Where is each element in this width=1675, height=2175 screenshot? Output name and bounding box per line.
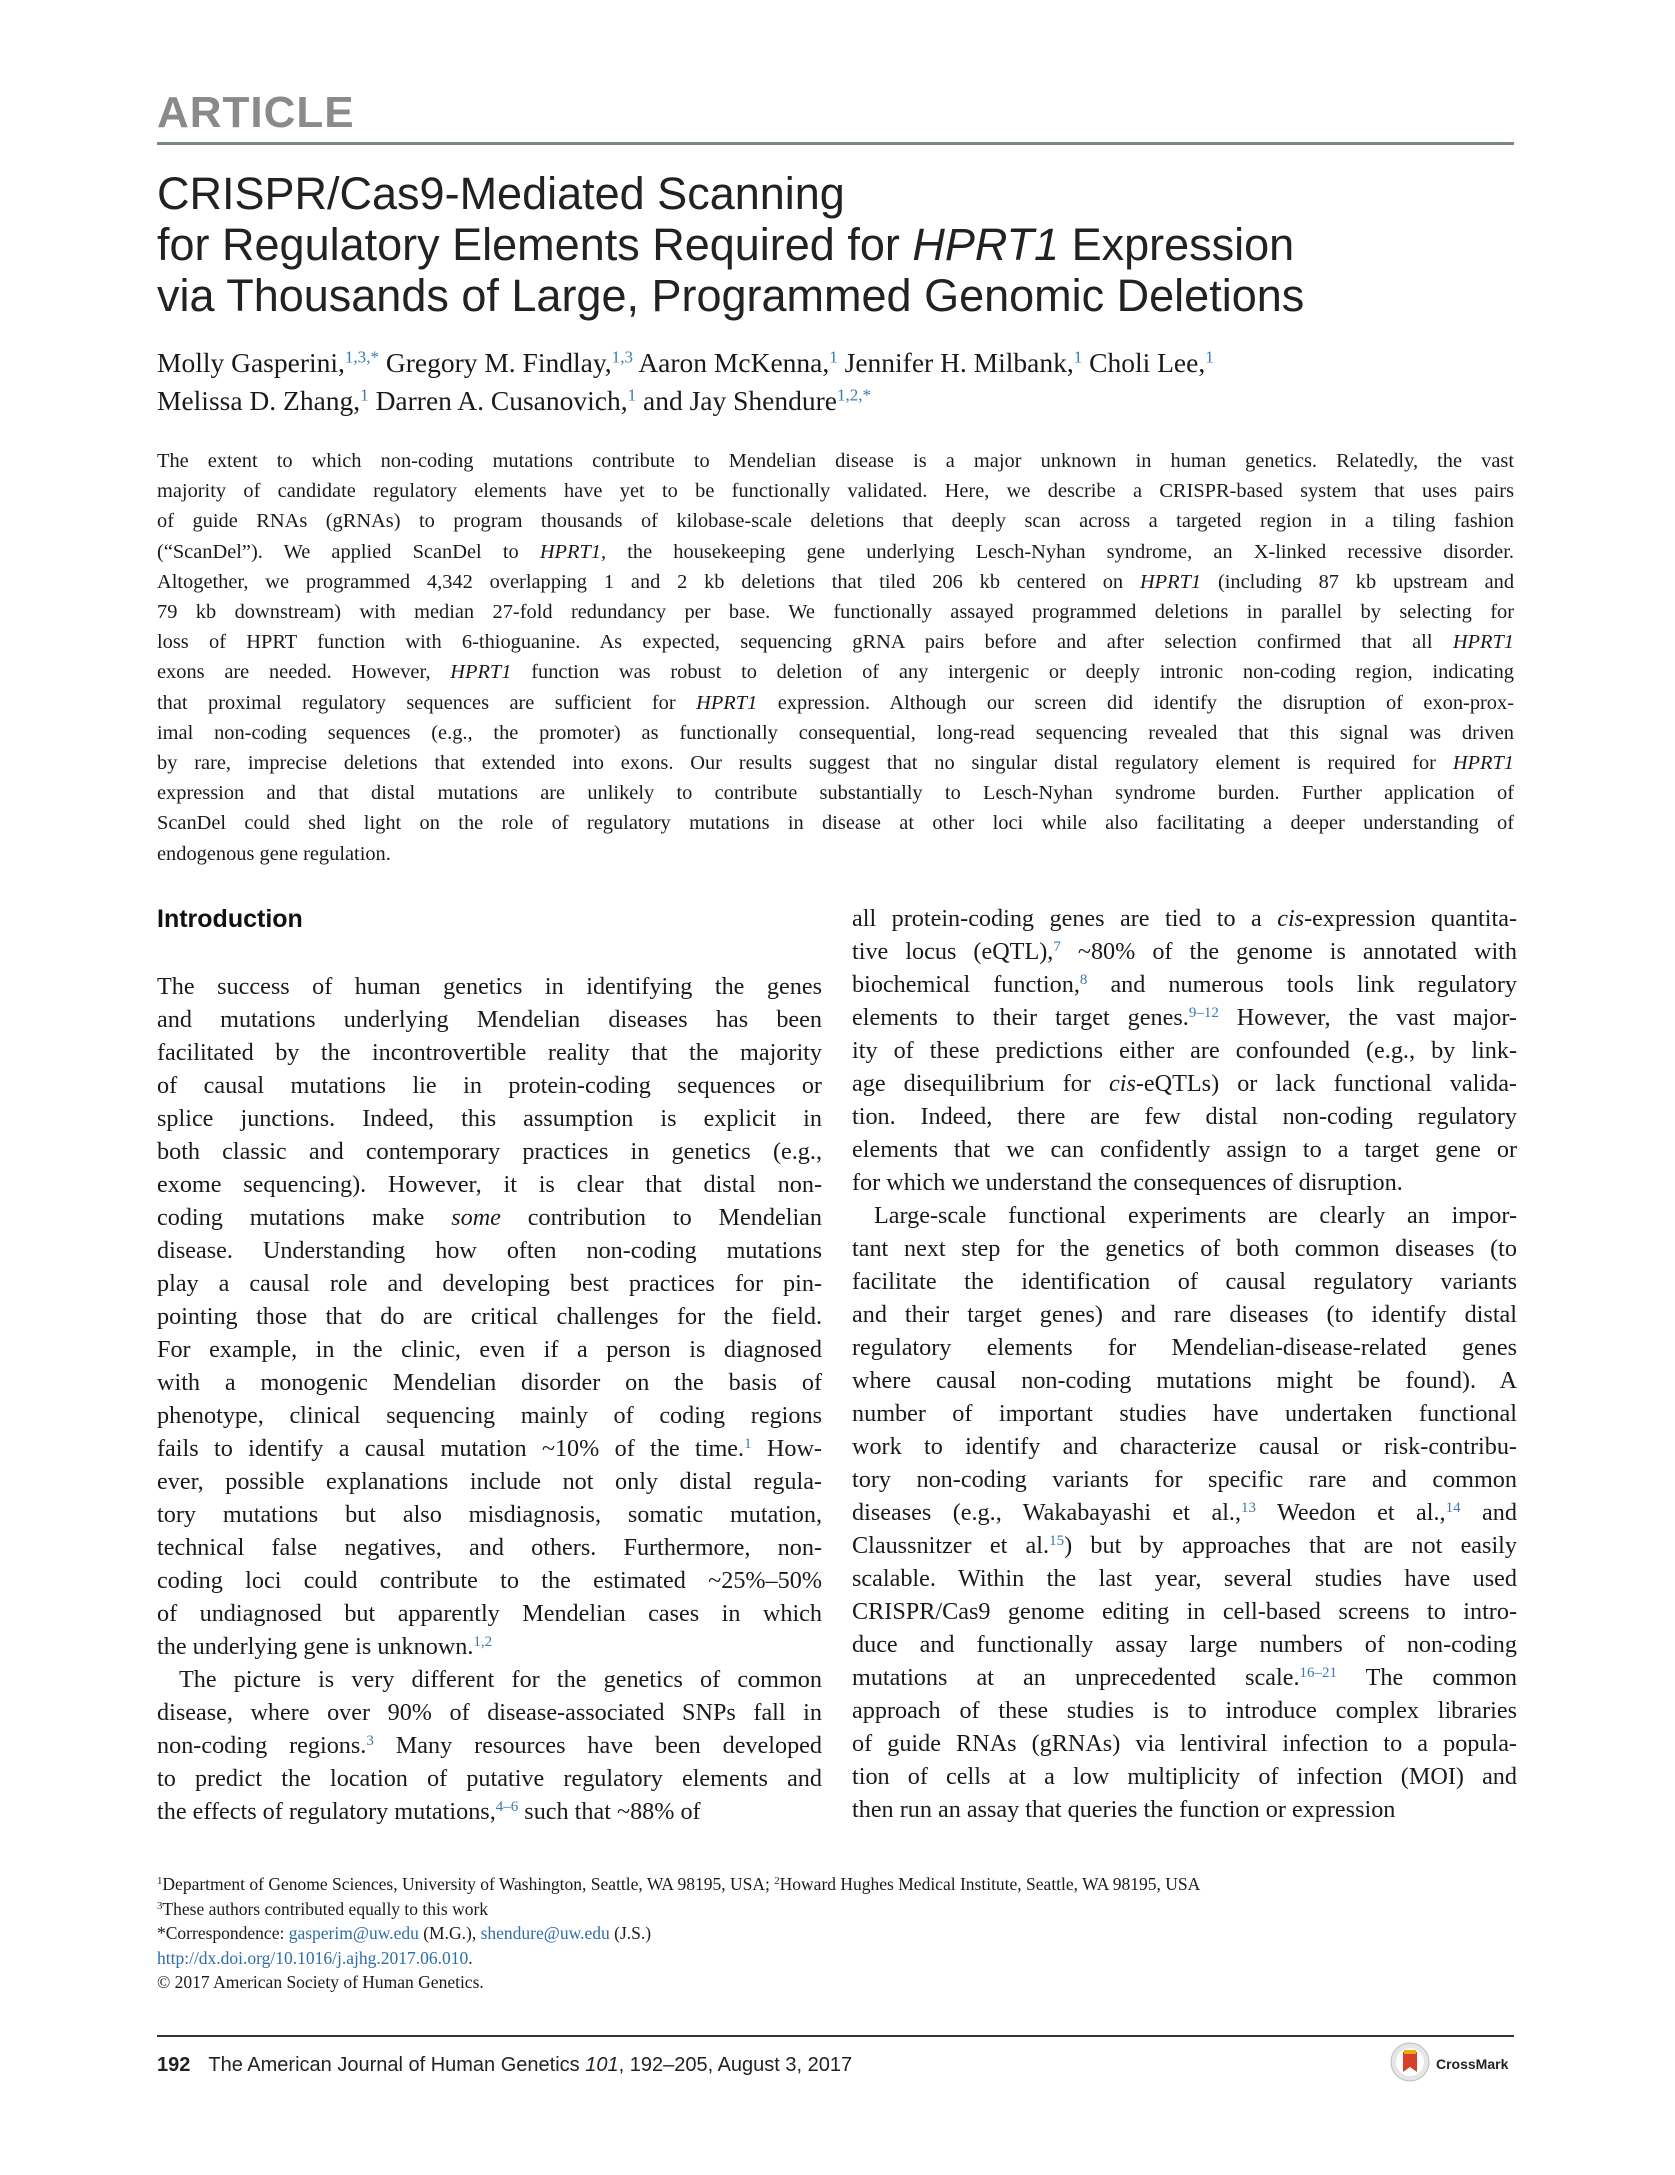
doi-note [157,1946,1517,1971]
header-rule [157,142,1514,145]
affil-sup-2: 2 [774,1875,780,1888]
text-line: The picture is very different for the genetics of common [179,1666,822,1693]
abstract-line: endogenous gene regulation. [157,842,391,865]
author-affiliation-sup: 1 [1073,347,1083,367]
author-name: Darren A. Cusanovich, [368,385,628,416]
footnotes [157,1872,1517,1995]
text-line: Large-scale functional experiments are clearly an impor- [874,1202,1517,1229]
text-line: elements that we can confidently assign to a target gene or [852,1136,1517,1163]
abstract-line: loss of HPRT function with 6-thioguanine. As expected, sequencing gRNA pairs before and after selection confirmed that all HPRT1 [157,631,1514,654]
footer-rule [157,2035,1514,2037]
text-line: duce and functionally assay large numbers of non-coding [852,1631,1517,1658]
text-line: to predict the location of putative regulatory elements and [157,1765,822,1792]
affil-sup-1: 1 [157,1875,163,1888]
author-name: Aaron McKenna, [632,347,830,378]
text-line: the underlying gene is unknown.$^{1,2}$ [157,1633,493,1660]
page-footer [157,2054,852,2077]
title-line-2-end: Expression [1059,219,1295,270]
author-affiliation-sup: 1 [627,385,637,405]
author-affiliation-sup: 1,2,* [836,385,872,405]
text-line: tion. Indeed, there are few distal non-coding regulatory [852,1103,1517,1130]
text-line: phenotype, clinical sequencing mainly of coding regions [157,1402,822,1429]
text-line: for which we understand the consequences of disruption. [852,1169,1403,1196]
text-line: facilitate the identification of causal regulatory variants [852,1268,1517,1295]
text-line: the effects of regulatory mutations,$^{4-6}$ such that ~88% of [157,1798,701,1825]
author-affiliation-sup: 1 [1205,347,1214,367]
text-line: tion of cells at a low multiplicity of infection (MOI) and [852,1763,1517,1790]
text-line: with a monogenic Mendelian disorder on the basis of [157,1369,822,1396]
text-line: splice junctions. Indeed, this assumption is explicit in [157,1105,822,1132]
equal-text: These authors contributed equally to this work [162,1898,489,1919]
abstract-line: imal non-coding sequences (e.g., the promoter) as functionally consequential, long-read sequencing revealed that this signal was driven [157,721,1514,744]
text-line: tive locus (eQTL),$^7$ ~80% of the genome is annotated with [852,938,1517,965]
text-line: tory non-coding variants for specific rare and common [852,1466,1517,1493]
crossmark-badge[interactable] [1390,2040,1520,2086]
correspondence-mid: (M.G.), [418,1923,481,1943]
text-line: age disequilibrium for cis-eQTLs) or lack functional valida- [852,1070,1517,1097]
text-line: exome sequencing). However, it is clear that distal non- [157,1171,822,1198]
text-line: of guide RNAs (gRNAs) via lentiviral infection to a popula- [852,1730,1517,1757]
abstract-line: by rare, imprecise deletions that extended into exons. Our results suggest that no singular distal regulatory element is required for HPRT1 [157,752,1514,775]
author-affiliation-sup: 1,3 [611,347,633,367]
text-line: elements to their target genes.$^{9-12}$ However, the vast major- [852,1004,1517,1031]
abstract-line: (“ScanDel”). We applied ScanDel to HPRT1, the housekeeping gene underlying Lesch-Nyhan syndrome, an X-linked recessive disorder. [157,540,1514,563]
text-line: work to identify and characterize causal or risk-contribu- [852,1433,1517,1460]
abstract-line: exons are needed. However, HPRT1 function was robust to deletion of any intergenic or deeply intronic non-coding region, indicating [157,661,1514,684]
journal-name: The American Journal of Human Genetics [208,2054,586,2076]
text-line: Claussnitzer et al.$^{15}$) but by approaches that are not easily [852,1532,1517,1559]
title-line-1: CRISPR/Cas9-Mediated Scanning [157,168,845,219]
author-name: Jennifer H. Milbank, [837,347,1074,378]
abstract-line: expression and that distal mutations are unlikely to contribute substantially to Lesch-Nyhan syndrome burden. Further application of [157,782,1514,805]
text-line: approach of these studies is to introduce complex libraries [852,1697,1517,1724]
copyright-note: © 2017 American Society of Human Genetics. [157,1972,484,1992]
page-number: 192 [157,2054,191,2076]
text-line: disease, where over 90% of disease-associated SNPs fall in [157,1699,822,1726]
text-line: coding mutations make some contribution to Mendelian [157,1204,822,1231]
text-line: play a causal role and developing best practices for pin- [157,1270,822,1297]
author-list [157,344,1517,420]
author-affiliation-sup: 1 [360,385,369,405]
author-name: Melissa D. Zhang, [157,385,361,416]
text-line: where causal non-coding mutations might be found). A [852,1367,1517,1394]
crossmark-label: CrossMark [1436,2056,1509,2072]
doi-suffix: . [468,1947,473,1968]
intro-left-column [157,970,822,1828]
article-label: ARTICLE [157,88,355,137]
text-line: technical false negatives, and others. Furthermore, non- [157,1534,822,1561]
email-link-gasperim[interactable]: gasperim@uw.edu [288,1923,419,1943]
equal-contribution-note [157,1897,1517,1922]
text-line: mutations at an unprecedented scale.$^{16-21}$ The common [852,1664,1518,1691]
journal-citation: , 192–205, August 3, 2017 [618,2054,853,2076]
abstract-line: Altogether, we programmed 4,342 overlapping 1 and 2 kb deletions that tiled 206 kb centered on HPRT1 (including 87 kb upstream and [157,570,1515,593]
author-name: and Jay Shendure [636,385,837,416]
abstract-line: majority of candidate regulatory elements have yet to be functionally validated. Here, we describe a CRISPR-based system that uses pairs [157,480,1514,503]
equal-sup: 3 [157,1899,163,1912]
text-line: ever, possible explanations include not only distal regula- [157,1468,822,1495]
author-affiliation-sup: 1 [829,347,838,367]
doi-link[interactable]: http://dx.doi.org/10.1016/j.ajhg.2017.06.010 [157,1947,469,1968]
correspondence-note [157,1921,1517,1946]
email-link-shendure[interactable]: shendure@uw.edu [480,1923,610,1943]
author-affiliation-sup: 1,3,* [344,347,379,367]
title-line-2 [157,219,1517,270]
abstract-line: that proximal regulatory sequences are sufficient for HPRT1 expression. Although our screen did identify the disruption of exon-prox- [157,691,1514,714]
abstract-line: 79 kb downstream) with median 27-fold redundancy per base. We functionally assayed programmed deletions in parallel by selecting for [157,601,1514,624]
abstract-line: The extent to which non-coding mutations contribute to Mendelian disease is a major unknown in human genetics. Relatedly, the vast [157,450,1514,472]
text-line: all protein-coding genes are tied to a cis-expression quantita- [852,905,1518,932]
text-line: scalable. Within the last year, several studies have used [852,1565,1517,1592]
title-line-3: via Thousands of Large, Programmed Genomic Deletions [157,270,1305,321]
affiliations-note [157,1872,1517,1897]
intro-right-column [852,902,1517,1826]
abstract-line: of guide RNAs (gRNAs) to program thousands of kilobase-scale deletions that deeply scan across a targeted region in a tiling fashion [157,510,1514,533]
text-line: of undiagnosed but apparently Mendelian cases in which [157,1600,822,1627]
text-line: biochemical function,$^8$ and numerous tools link regulatory [852,971,1517,998]
text-line: and their target genes) and rare diseases (to identify distal [852,1301,1517,1328]
crossmark-icon [1390,2040,1430,2086]
text-line: For example, in the clinic, even if a person is diagnosed [157,1336,822,1363]
text-line: and mutations underlying Mendelian diseases has been [157,1006,822,1033]
text-line: non-coding regions.$^3$ Many resources have been developed [157,1732,822,1759]
text-line: coding loci could contribute to the estimated ~25%–50% [157,1567,822,1594]
affiliation-2: Howard Hughes Medical Institute, Seattle, WA 98195, USA [779,1874,1201,1894]
abstract [157,446,1514,869]
text-line: ity of these predictions either are confounded (e.g., by link- [852,1037,1517,1064]
author-name: Choli Lee, [1082,347,1206,378]
article-title [157,168,1517,321]
text-line: of causal mutations lie in protein-coding sequences or [157,1072,822,1099]
title-line-2-text: for Regulatory Elements Required for [157,219,913,270]
text-line: fails to identify a causal mutation ~10% of the time.$^1$ How- [157,1435,822,1462]
text-line: both classic and contemporary practices in genetics (e.g., [157,1138,822,1165]
author-line-2 [157,382,1517,420]
title-gene: HPRT1 [912,219,1060,270]
author-name: Gregory M. Findlay, [378,347,612,378]
journal-volume: 101 [585,2054,619,2076]
text-line: regulatory elements for Mendelian-disease-related genes [852,1334,1517,1361]
text-line: then run an assay that queries the function or expression [852,1796,1396,1823]
author-name: Molly Gasperini, [157,347,345,378]
text-line: The success of human genetics in identifying the genes [157,973,822,1000]
text-line: diseases (e.g., Wakabayashi et al.,$^{13}$ Weedon et al.,$^{14}$ and [852,1499,1517,1526]
text-line: tant next step for the genetics of both common diseases (to [852,1235,1517,1262]
affiliation-1: Department of Genome Sciences, University of Washington, Seattle, WA 98195, USA; [162,1874,775,1894]
text-line: facilitated by the incontrovertible reality that the majority [157,1039,822,1066]
text-line: number of important studies have undertaken functional [852,1400,1517,1427]
text-line: disease. Understanding how often non-coding mutations [157,1237,822,1264]
abstract-line: ScanDel could shed light on the role of regulatory mutations in disease at other loci while also facilitating a deeper understanding of [157,812,1514,835]
correspondence-suffix: (J.S.) [609,1923,652,1943]
author-line-1 [157,344,1517,382]
text-line: tory mutations but also misdiagnosis, somatic mutation, [157,1501,822,1528]
text-line: pointing those that do are critical challenges for the field. [157,1303,822,1330]
introduction-heading: Introduction [157,905,303,933]
text-line: CRISPR/Cas9 genome editing in cell-based screens to intro- [852,1598,1517,1625]
correspondence-label: *Correspondence: [157,1923,289,1943]
